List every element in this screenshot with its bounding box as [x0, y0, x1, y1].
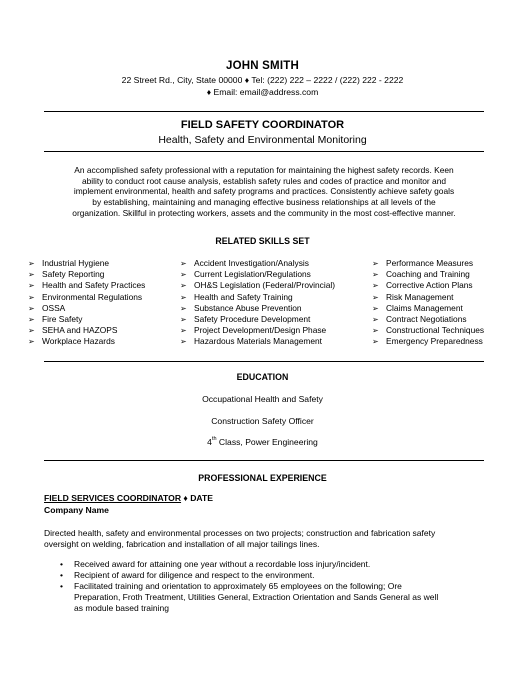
skill-item: ➢ Environmental Regulations [28, 291, 143, 302]
summary-line: ability to conduct root cause analysis, establish safety rules and codes of practice and monitor and [81, 175, 447, 186]
skill-item: ➢ Project Development/Design Phase [180, 325, 327, 336]
skill-item: ➢ Workplace Hazards [28, 336, 115, 347]
arrow-bullet-icon: ➢ [28, 270, 35, 280]
arrow-bullet-icon: ➢ [372, 337, 379, 347]
summary-line: organization. Skillful in protecting workers, assets and the community in the most cost-effective manner. [72, 207, 456, 218]
skill-item: ➢ OSSA [28, 302, 66, 313]
summary-line: implement environmental, health and safety programs and practices. Consistently achieve safety goals [73, 186, 455, 197]
job-title: FIELD SERVICES COORDINATOR [44, 493, 182, 503]
arrow-bullet-icon: ➢ [372, 281, 379, 291]
summary-line: by establishing, maintaining and managing effective business relationships at all levels of the [92, 197, 436, 208]
skills-heading: RELATED SKILLS SET [215, 236, 310, 246]
bullet-dot-icon: • [60, 581, 63, 591]
arrow-bullet-icon: ➢ [372, 303, 379, 313]
skill-item: ➢ Coaching and Training [372, 269, 470, 280]
skill-item: ➢ Health and Safety Practices [28, 280, 146, 291]
contact-line: 22 Street Rd., City, State 00000 ♦ Tel: (222) 222 – 2222 / (222) 222 - 2222 [121, 75, 404, 85]
skill-item: ➢ Fire Safety [28, 314, 83, 325]
candidate-name: JOHN SMITH [226, 60, 299, 72]
skill-item: ➢ Contract Negotiations [372, 314, 467, 325]
position-divider [44, 151, 484, 152]
education-heading: EDUCATION [236, 372, 289, 382]
skill-item: ➢ OH&S Legislation (Federal/Provincial) [180, 280, 336, 291]
skill-item: ➢ Safety Procedure Development [180, 314, 311, 325]
summary-line: An accomplished safety professional with a reputation for maintaining the highest safety records. Keen [74, 165, 454, 175]
skill-item: ➢ Constructional Techniques [372, 325, 485, 336]
experience-heading: PROFESSIONAL EXPERIENCE [198, 473, 327, 483]
achievements-list [60, 559, 480, 614]
skill-item: ➢ Current Legislation/Regulations [180, 269, 311, 280]
arrow-bullet-icon: ➢ [28, 315, 35, 325]
arrow-bullet-icon: ➢ [28, 303, 35, 313]
arrow-bullet-icon: ➢ [180, 292, 187, 302]
skill-item: ➢ Safety Reporting [28, 269, 105, 280]
skill-item: ➢ Claims Management [372, 302, 463, 313]
achievement-item: • Recipient of award for diligence and respect to the environment. [60, 570, 315, 580]
position-title: FIELD SAFETY COORDINATOR [180, 119, 345, 131]
skills-column-2 [180, 258, 335, 348]
skill-item: ➢ Emergency Preparedness [372, 336, 483, 347]
arrow-bullet-icon: ➢ [180, 315, 187, 325]
education-item: Occupational Health and Safety [202, 394, 323, 404]
arrow-bullet-icon: ➢ [372, 259, 379, 268]
achievement-item: • Received award for attaining one year without a recordable loss injury/incident. [60, 559, 371, 569]
skill-item: ➢ Substance Abuse Prevention [180, 302, 302, 313]
arrow-bullet-icon: ➢ [28, 292, 35, 302]
arrow-bullet-icon: ➢ [180, 303, 187, 313]
arrow-bullet-icon: ➢ [180, 259, 187, 268]
bullet-dot-icon: • [60, 559, 63, 569]
arrow-bullet-icon: ➢ [180, 270, 187, 280]
arrow-bullet-icon: ➢ [180, 326, 187, 336]
skill-item: ➢ Risk Management [372, 291, 454, 302]
email-line: ♦ Email: email@address.com [206, 87, 319, 97]
arrow-bullet-icon: ➢ [28, 337, 35, 347]
arrow-bullet-icon: ➢ [28, 326, 35, 336]
education-divider [44, 460, 484, 461]
summary-paragraph [44, 165, 484, 219]
skill-item: ➢ SEHA and HAZOPS [28, 325, 118, 336]
job-description-line: Directed health, safety and environmental processes on two projects; construction and fabrication safety [44, 528, 436, 538]
job-description-line: oversight on welding, fabrication and installation of all major tailings lines. [44, 539, 320, 549]
arrow-bullet-icon: ➢ [372, 315, 379, 325]
company-name: Company Name [44, 505, 109, 515]
arrow-bullet-icon: ➢ [180, 337, 187, 347]
job-description [44, 528, 484, 550]
skill-item: ➢ Health and Safety Training [180, 291, 293, 302]
arrow-bullet-icon: ➢ [28, 281, 35, 291]
arrow-bullet-icon: ➢ [372, 292, 379, 302]
skill-item: ➢ Hazardous Materials Management [180, 336, 323, 347]
position-subtitle: Health, Safety and Environmental Monitoring [158, 134, 367, 146]
job-title-line [44, 493, 213, 503]
arrow-bullet-icon: ➢ [180, 281, 187, 291]
skill-item: ➢ Performance Measures [372, 258, 474, 268]
arrow-bullet-icon: ➢ [372, 326, 379, 336]
skills-column-1 [28, 258, 145, 348]
achievement-item: • Facilitated training and orientation to approximately 65 employees on the following; Ore Preparation, Froth Treatment, Utilities General, Extraction Orientation and Sands General as well as module based training [60, 581, 439, 613]
job-date: ♦ DATE [181, 493, 213, 503]
education-item: 4th Class, Power Engineering [207, 436, 318, 447]
bullet-dot-icon: • [60, 570, 63, 580]
arrow-bullet-icon: ➢ [28, 259, 35, 268]
header-divider [44, 111, 484, 112]
skill-item: ➢ Accident Investigation/Analysis [180, 258, 309, 268]
skills-column-3 [372, 258, 484, 348]
skill-item: ➢ Corrective Action Plans [372, 280, 473, 291]
skill-item: ➢ Industrial Hygiene [28, 258, 110, 268]
skills-divider [44, 361, 484, 362]
education-item: Construction Safety Officer [211, 416, 314, 426]
arrow-bullet-icon: ➢ [372, 270, 379, 280]
